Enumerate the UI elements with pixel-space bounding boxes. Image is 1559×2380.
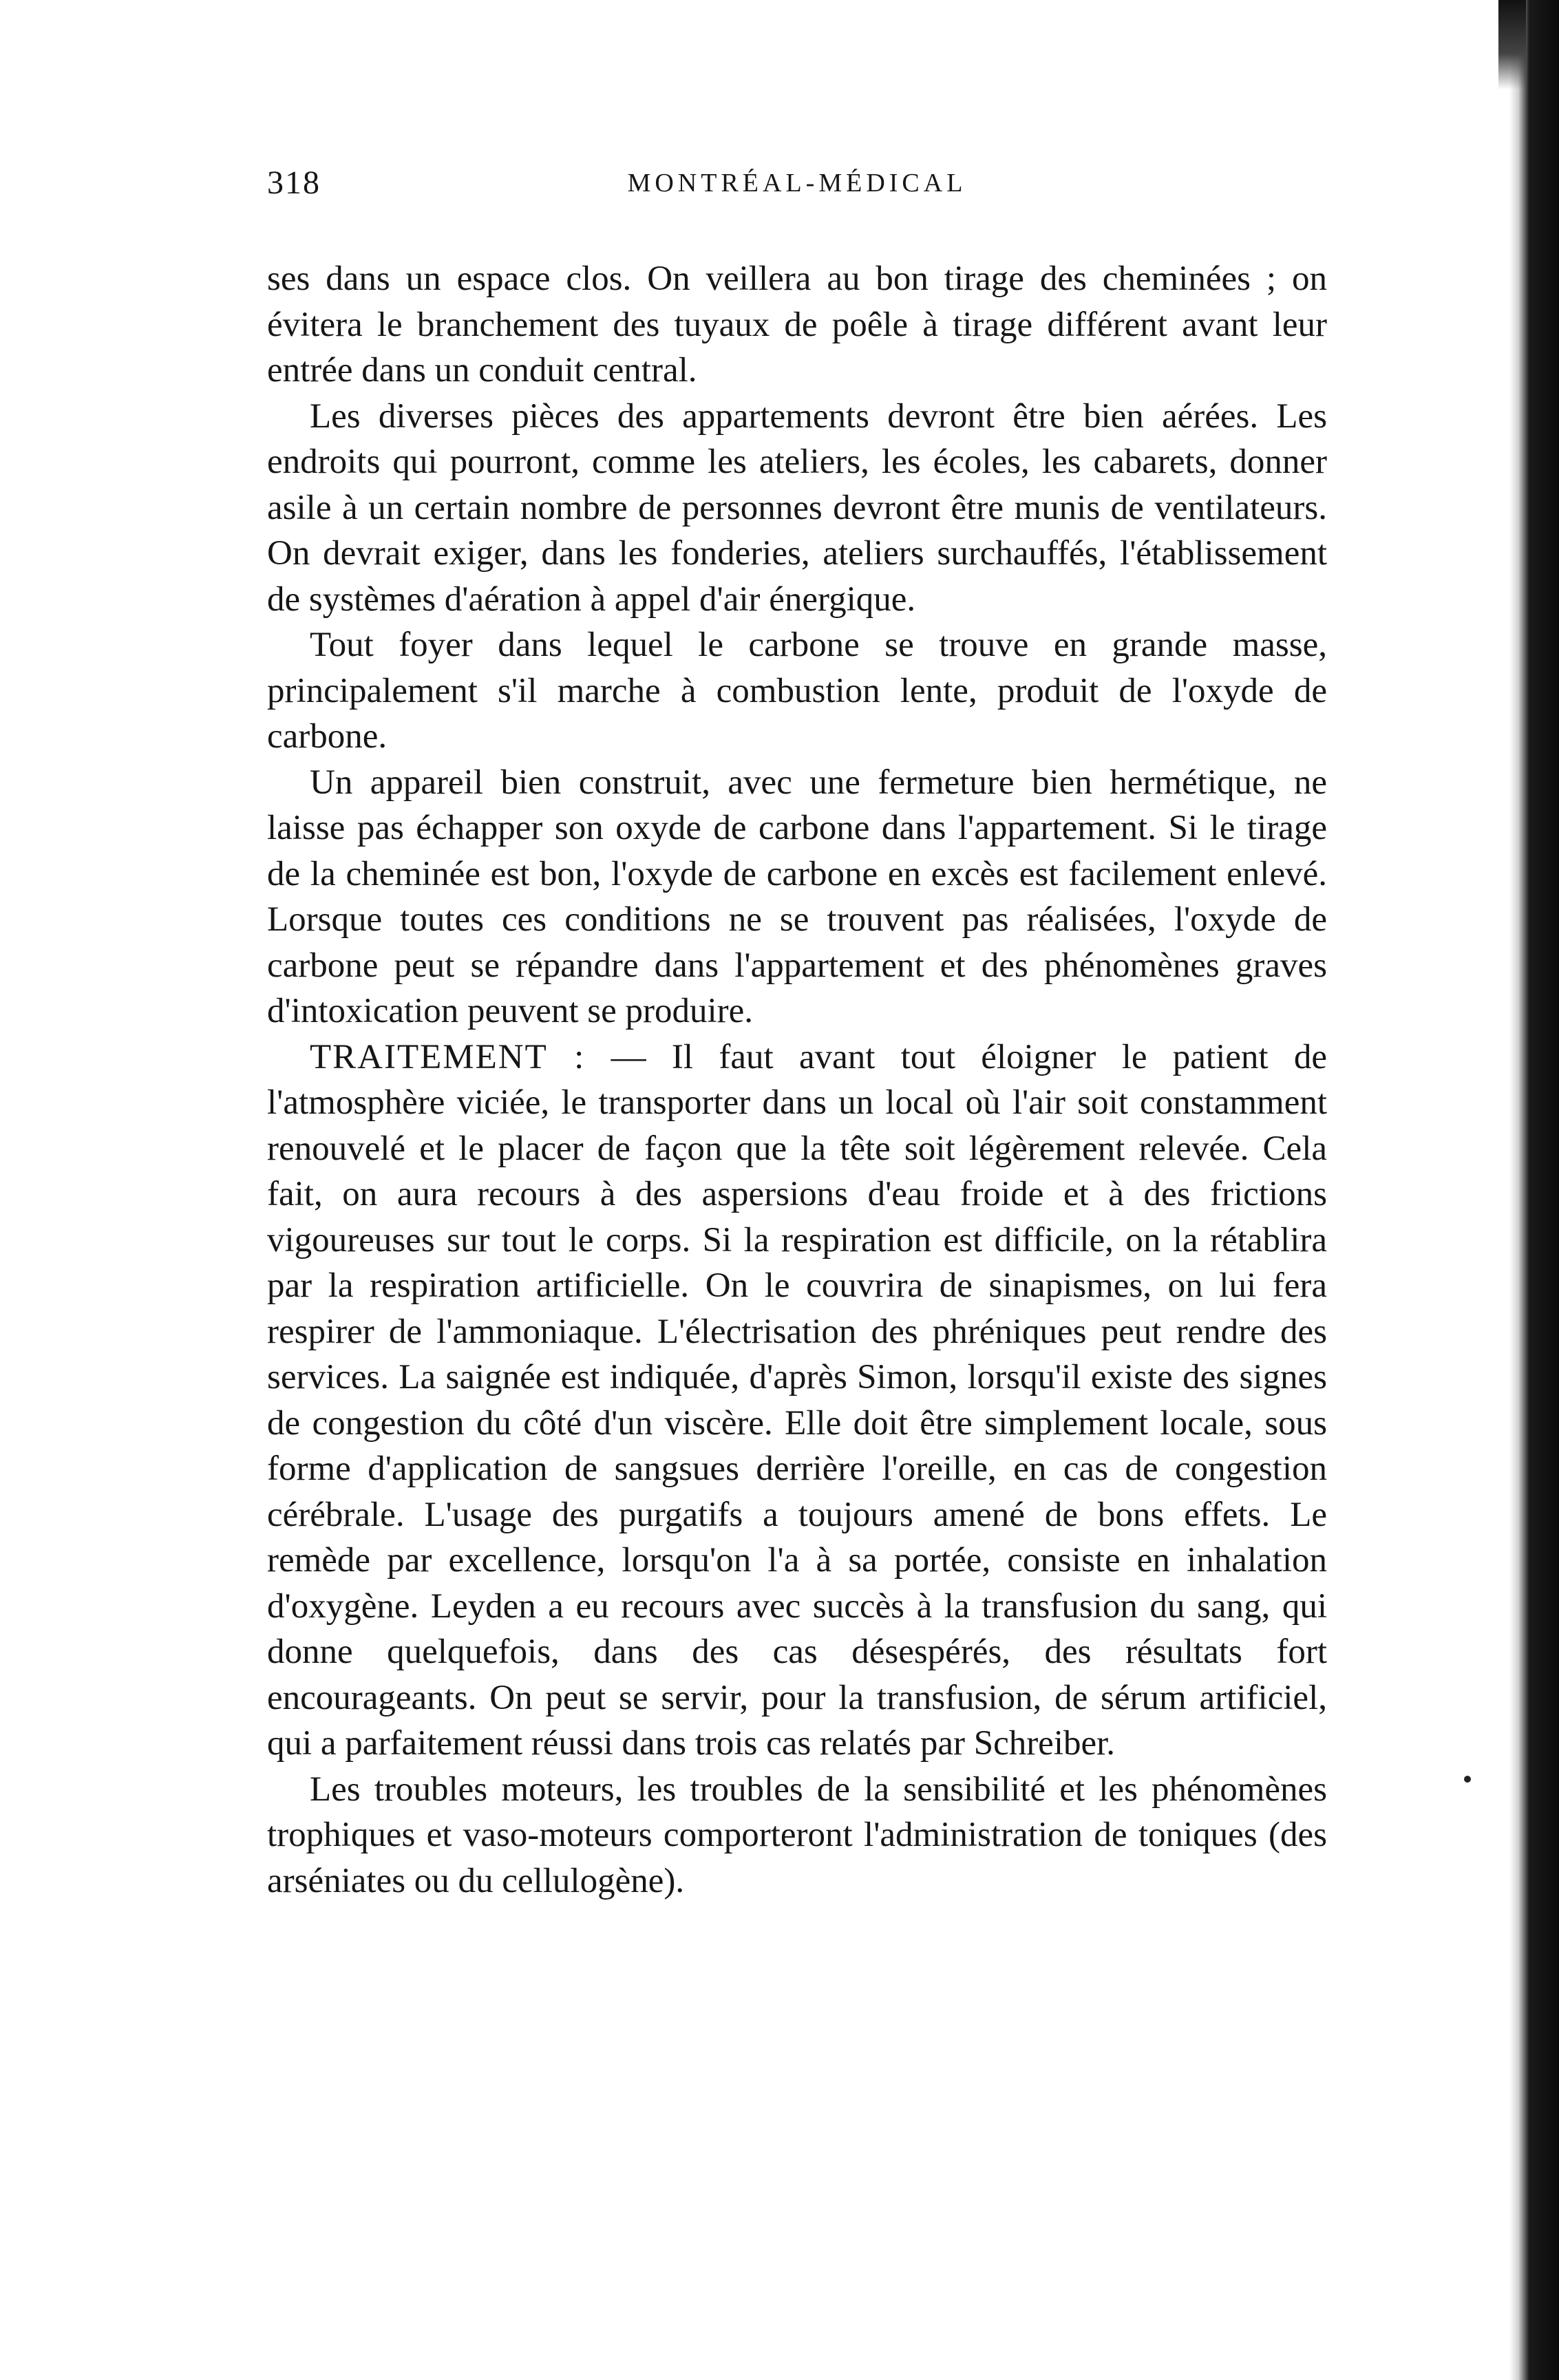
paragraph-traitement	[267, 1034, 1327, 1767]
paragraph-ventilation-continued: ses dans un espace clos. On veillera au bon tirage des cheminées ; on évitera le branchement des tuyaux de poêle à tirage différent avant leur entrée dans un conduit central.	[267, 259, 1327, 390]
paragraph-foyer: Tout foyer dans lequel le carbone se trouve en grande masse, principalement s'il marche à combustion lente, produit de l'oxyde de carbone.	[267, 626, 1327, 756]
running-head	[267, 164, 1327, 205]
scan-speck	[1464, 1776, 1471, 1783]
traitement-heading: TRAITEMENT :	[310, 1037, 586, 1076]
paragraph-aeration: Les diverses pièces des appartements devront être bien aérées. Les endroits qui pourront, comme les ateliers, les écoles, les cabarets, donner asile à un certain nombre de personnes devront être munis de ventilateurs. On devrait exiger, dans les fonderies, ateliers surchauffés, l'établissement de systèmes d'aération à appel d'air énergique.	[267, 396, 1327, 619]
page-number: 318	[267, 164, 321, 201]
traitement-text: — Il faut avant tout éloigner le patient de l'atmosphère viciée, le transporter dans un local où l'air soit constamment renouvelé et le placer de façon que la tête soit légèrement relevée. Cela fait, on aura recours à des aspersions d'eau froide et à des frictions vigoureuses sur tout le corps. Si la respiration est difficile, on la rétablira par la respiration artificielle. On le couvrira de sinapismes, on lui fera respirer de l'ammoniaque. L'électrisation des phréniques peut rendre des services. La saignée est indiquée, d'après Simon, lorsqu'il existe des signes de congestion du côté d'un viscère. Elle doit être simplement locale, sous forme d'application de sangsues derrière l'oreille, en cas de congestion cérébrale. L'usage des purgatifs a toujours amené de bons effets. Le remède par excellence, lorsqu'on l'a à sa portée, consiste en inhalation d'oxygène. Leyden a eu recours avec succès à la transfusion du sang, qui donne quelquefois, dans des cas désespérés, des résultats fort encourageants. On peut se servir, pour la transfusion, de sérum artificiel, qui a parfaitement réussi dans trois cas relatés par Schreiber.	[267, 1037, 1327, 1763]
paragraph-appareil: Un appareil bien construit, avec une fermeture bien hermétique, ne laisse pas échapper son oxyde de carbone dans l'appartement. Si le tirage de la cheminée est bon, l'oxyde de carbone en excès est facilement enlevé. Lorsque toutes ces conditions ne se trouvent pas réalisées, l'oxyde de carbone peut se répandre dans l'appartement et des phénomènes graves d'intoxication peuvent se produire.	[267, 763, 1327, 1030]
journal-title: MONTRÉAL-MÉDICAL	[627, 169, 967, 198]
article-body	[267, 256, 1327, 1904]
page-edge-corner	[1498, 0, 1526, 89]
paragraph-troubles: Les troubles moteurs, les troubles de la sensibilité et les phénomènes trophiques et vaso-moteurs comporteront l'administration de toniques (des arséniates ou du cellulogène).	[267, 1770, 1327, 1900]
page-edge-shadow	[1509, 0, 1559, 2380]
